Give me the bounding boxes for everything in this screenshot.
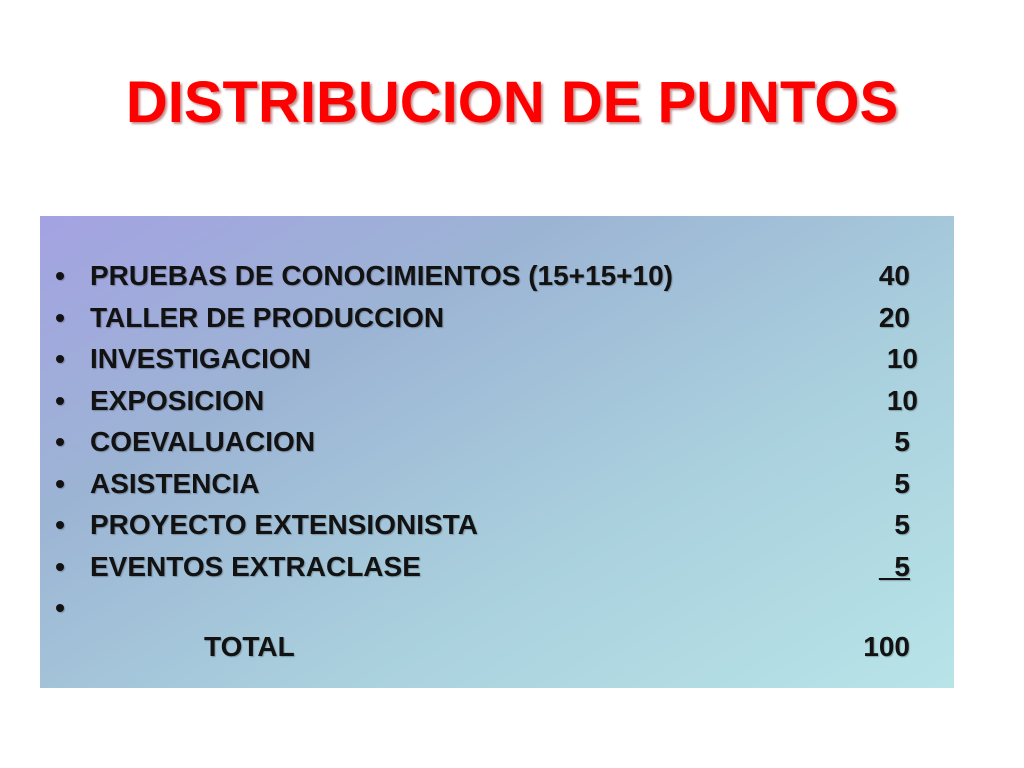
points-list	[40, 258, 954, 632]
bullet-icon: •	[55, 509, 65, 540]
total-label: TOTAL	[204, 631, 295, 662]
bullet-icon: •	[55, 467, 65, 499]
bullet-icon: •	[55, 426, 65, 457]
slide-title: DISTRIBUCION DE PUNTOS	[125, 70, 899, 135]
item-label: INVESTIGACION	[90, 343, 311, 374]
total-value: 100	[863, 631, 910, 662]
item-value: 5	[894, 467, 910, 499]
bullet-icon: •	[55, 343, 65, 374]
total-row	[40, 629, 954, 669]
bullet-icon: •	[55, 592, 65, 623]
list-item	[40, 258, 954, 300]
item-label: PRUEBAS DE CONOCIMIENTOS (15+15+10)	[90, 260, 673, 291]
item-value: 5	[878, 550, 910, 582]
list-item	[40, 549, 954, 591]
list-item	[40, 383, 954, 425]
bullet-icon: •	[55, 384, 65, 416]
bullet-icon: •	[55, 550, 65, 582]
list-item	[40, 424, 954, 466]
list-item	[40, 300, 954, 342]
item-label: EVENTOS EXTRACLASE	[90, 550, 421, 582]
item-value: 10	[886, 384, 918, 416]
item-label: EXPOSICION	[90, 384, 265, 416]
item-label: ASISTENCIA	[90, 467, 260, 499]
item-value: 5	[894, 426, 910, 457]
item-value: 10	[886, 343, 918, 374]
list-item	[40, 341, 954, 383]
item-label: COEVALUACION	[90, 426, 316, 457]
item-label: PROYECTO EXTENSIONISTA	[90, 509, 478, 540]
list-item	[40, 507, 954, 549]
points-panel	[40, 216, 954, 688]
item-label: TALLER DE PRODUCCION	[90, 301, 445, 333]
item-value: 20	[878, 301, 910, 333]
bullet-icon: •	[55, 301, 65, 333]
item-value: 5	[894, 509, 910, 540]
list-item	[40, 466, 954, 508]
item-value: 40	[878, 260, 910, 291]
bullet-icon: •	[55, 260, 65, 291]
list-item-empty	[40, 590, 954, 632]
